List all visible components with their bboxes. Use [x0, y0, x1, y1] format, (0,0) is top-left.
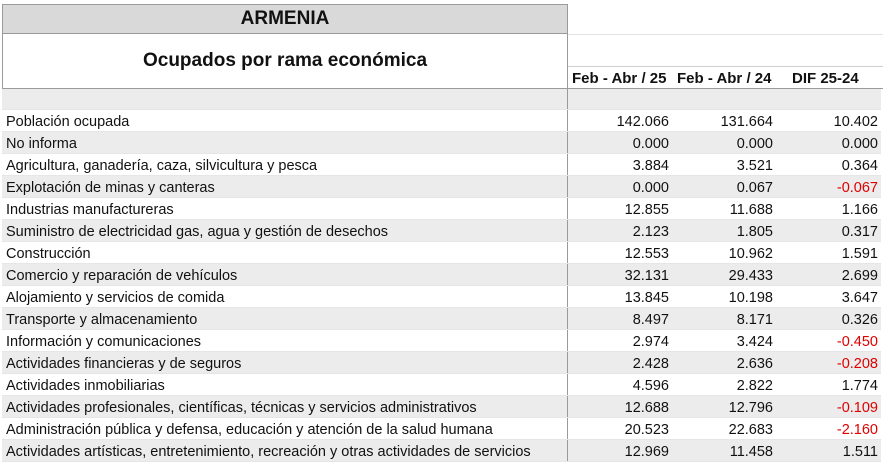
value-feb-abr-25-cell[interactable]: 12.969: [624, 444, 669, 460]
row-label-cell[interactable]: No informa: [2, 132, 568, 153]
value-feb-abr-24-cell[interactable]: 11.688: [729, 202, 773, 218]
table-row: [2, 286, 881, 308]
value-dif-cell[interactable]: -0.450: [836, 334, 878, 350]
table-row: [2, 330, 881, 352]
row-label-cell[interactable]: Explotación de minas y canteras: [2, 176, 568, 197]
table-row: [2, 374, 881, 396]
value-feb-abr-24-cell[interactable]: 0.067: [736, 180, 773, 196]
value-feb-abr-25-cell[interactable]: 8.497: [632, 312, 669, 328]
table-row: [2, 264, 881, 286]
row-label-cell[interactable]: Actividades profesionales, científicas, técnicas y servicios administrativos: [2, 396, 568, 417]
row-label-cell[interactable]: Información y comunicaciones: [2, 330, 568, 351]
value-feb-abr-25-cell[interactable]: 2.123: [632, 224, 669, 240]
value-feb-abr-25-cell[interactable]: 20.523: [624, 422, 669, 438]
country-title: ARMENIA: [2, 4, 568, 34]
spacer-row: [2, 89, 881, 110]
spacer-cell: [2, 89, 568, 109]
value-feb-abr-24-cell[interactable]: 10.198: [728, 290, 773, 306]
value-dif-cell[interactable]: 1.774: [841, 378, 878, 394]
table-row: [2, 132, 881, 154]
row-label-cell[interactable]: Actividades financieras y de seguros: [2, 352, 568, 373]
value-feb-abr-25-cell[interactable]: 0.000: [632, 180, 669, 196]
value-feb-abr-24-cell[interactable]: 2.822: [736, 378, 773, 394]
value-feb-abr-24-cell[interactable]: 29.433: [728, 268, 773, 284]
value-dif-cell[interactable]: -0.109: [836, 400, 878, 416]
value-feb-abr-25-cell[interactable]: 12.553: [624, 246, 669, 262]
value-dif-cell[interactable]: 1.511: [842, 444, 878, 460]
value-feb-abr-25-cell[interactable]: 3.884: [632, 158, 669, 174]
value-dif-cell[interactable]: -0.067: [836, 180, 878, 196]
value-feb-abr-24-cell[interactable]: 22.683: [728, 422, 773, 438]
value-feb-abr-24-cell[interactable]: 2.636: [736, 356, 773, 372]
table-body: [2, 89, 881, 462]
value-dif-cell[interactable]: 1.591: [841, 246, 878, 262]
value-dif-cell[interactable]: -0.208: [836, 356, 878, 372]
table-row: [2, 198, 881, 220]
value-feb-abr-25-cell[interactable]: 0.000: [632, 136, 669, 152]
grid-line: [568, 66, 883, 67]
table-row: [2, 176, 881, 198]
table-row: [2, 396, 881, 418]
column-header-feb-abr-25: Feb - Abr / 25: [572, 69, 667, 87]
value-feb-abr-24-cell[interactable]: 1.805: [736, 224, 773, 240]
row-label-cell[interactable]: Administración pública y defensa, educación y atención de la salud humana: [2, 418, 568, 439]
value-dif-cell[interactable]: 0.364: [841, 158, 878, 174]
value-dif-cell[interactable]: 2.699: [841, 268, 878, 284]
value-dif-cell[interactable]: 0.326: [841, 312, 878, 328]
value-dif-cell[interactable]: -2.160: [836, 422, 878, 438]
column-header-dif: DIF 25-24: [792, 69, 859, 87]
table-row: [2, 308, 881, 330]
row-label-cell[interactable]: Población ocupada: [2, 110, 568, 131]
value-feb-abr-25-cell[interactable]: 12.855: [624, 202, 669, 218]
row-label-cell[interactable]: Suministro de electricidad gas, agua y gestión de desechos: [2, 220, 568, 241]
row-label-cell[interactable]: Actividades artísticas, entretenimiento, recreación y otras actividades de servicios: [2, 440, 568, 461]
value-dif-cell[interactable]: 3.647: [841, 290, 878, 306]
value-feb-abr-25-cell[interactable]: 12.688: [624, 400, 669, 416]
table-row: [2, 440, 881, 462]
value-feb-abr-25-cell[interactable]: 2.428: [632, 356, 669, 372]
row-label-cell[interactable]: Transporte y almacenamiento: [2, 308, 568, 329]
value-feb-abr-24-cell[interactable]: 0.000: [736, 136, 773, 152]
value-feb-abr-24-cell[interactable]: 12.796: [728, 400, 773, 416]
row-label-cell[interactable]: Industrias manufactureras: [2, 198, 568, 219]
table-row: [2, 242, 881, 264]
row-label-cell[interactable]: Construcción: [2, 242, 568, 263]
table-row: [2, 110, 881, 132]
value-feb-abr-24-cell[interactable]: 3.424: [736, 334, 773, 350]
table-row: [2, 418, 881, 440]
value-dif-cell[interactable]: 0.000: [841, 136, 878, 152]
table-row: [2, 352, 881, 374]
value-feb-abr-24-cell[interactable]: 8.171: [736, 312, 773, 328]
value-feb-abr-25-cell[interactable]: 32.131: [624, 268, 669, 284]
value-feb-abr-24-cell[interactable]: 131.664: [720, 114, 773, 130]
row-label-cell[interactable]: Alojamiento y servicios de comida: [2, 286, 568, 307]
table-row: [2, 154, 881, 176]
value-dif-cell[interactable]: 1.166: [841, 202, 878, 218]
row-label-cell[interactable]: Actividades inmobiliarias: [2, 374, 568, 395]
value-dif-cell[interactable]: 0.317: [841, 224, 878, 240]
value-feb-abr-25-cell[interactable]: 13.845: [624, 290, 669, 306]
value-dif-cell[interactable]: 10.402: [833, 114, 878, 130]
row-label-cell[interactable]: Comercio y reparación de vehículos: [2, 264, 568, 285]
table-title: Ocupados por rama económica: [2, 34, 568, 88]
column-header-feb-abr-24: Feb - Abr / 24: [677, 69, 772, 87]
value-feb-abr-25-cell[interactable]: 142.066: [616, 114, 669, 130]
value-feb-abr-25-cell[interactable]: 2.974: [632, 334, 669, 350]
value-feb-abr-24-cell[interactable]: 10.962: [728, 246, 773, 262]
value-feb-abr-25-cell[interactable]: 4.596: [632, 378, 669, 394]
value-feb-abr-24-cell[interactable]: 11.458: [729, 444, 773, 460]
grid-line: [568, 34, 883, 35]
table-row: [2, 220, 881, 242]
row-label-cell[interactable]: Agricultura, ganadería, caza, silvicultura y pesca: [2, 154, 568, 175]
value-feb-abr-24-cell[interactable]: 3.521: [736, 158, 773, 174]
